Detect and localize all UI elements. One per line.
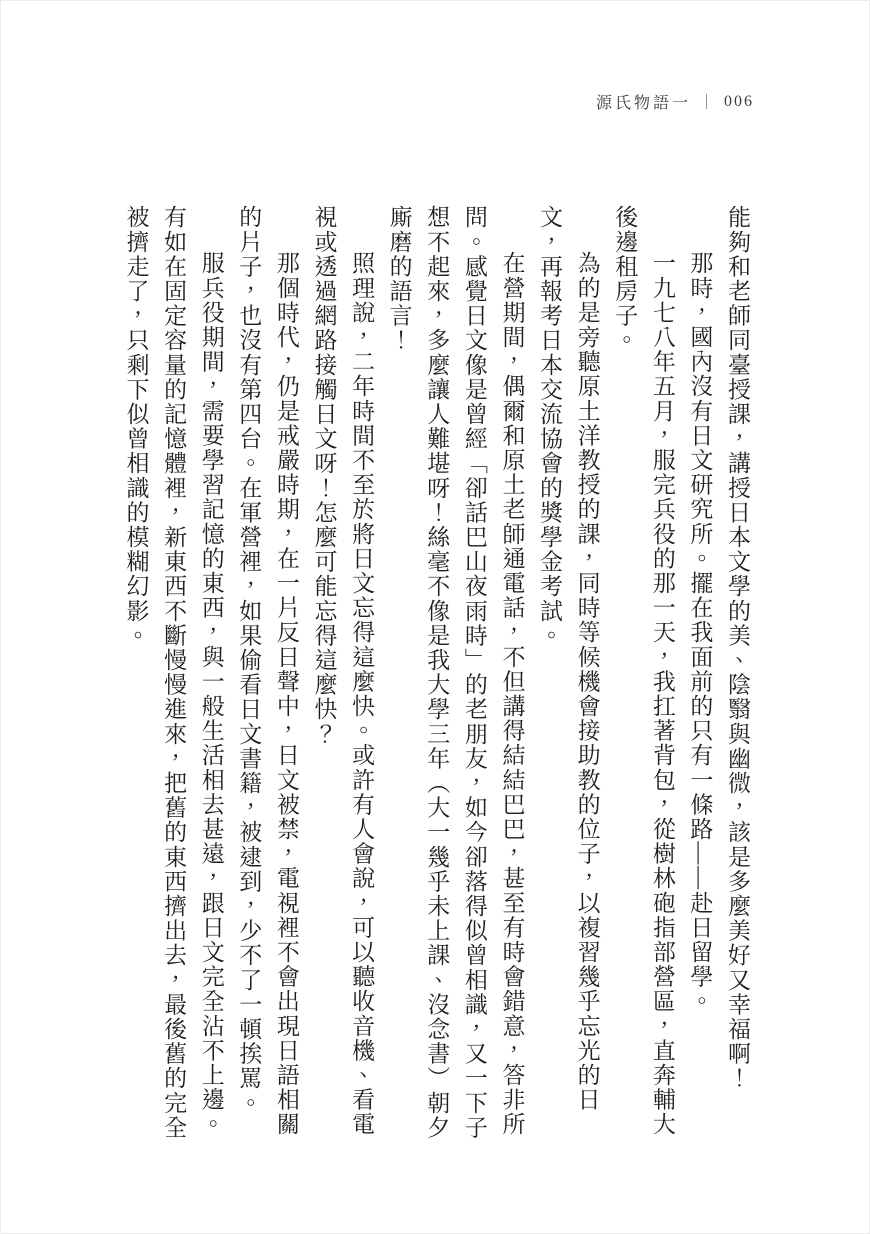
paragraph: 一九七八年五月，服完兵役的那一天，我扛著背包，從樹林砲指部營區，直奔輔大後邊租房子。 [612, 205, 675, 1137]
paragraph: 為的是旁聽原土洋教授的課，同時等候機會接助教的位子，以複習幾乎忘光的日文，再報考日本交流協會的獎學金考試。 [537, 205, 600, 1112]
paragraph: 照理說，二年時間不至於將日文忘得這麼快。或許有人會說，可以聽收音機、看電視或透過網路接觸日文呀！怎麼可能忘得這麼快？ [311, 205, 375, 1137]
paragraph: 那個時代，仍是戒嚴時期，在一片反日聲中，日文被禁，電視裡不會出現日語相關的片子，也沒有第四台。在軍營裡，如果偷看日文書籍，被逮到，少不了一頓挨罵。 [236, 205, 299, 1137]
vertical-text-block [117, 205, 756, 1143]
running-head [596, 90, 754, 113]
paragraph: 那時，國內沒有日文研究所。擺在我面前的只有一條路——赴日留學。 [687, 251, 713, 1014]
book-title: 源氏物語一 [595, 95, 691, 112]
paragraph: 在營期間，偶爾和原土老師通電話，不但講得結結巴巴，甚至有時會錯意，答非所問。感覺日文像是曾經「卻話巴山夜雨時」的老朋友，如今卻落得似曾相識，又一下子想不起來，多麼讓人難堪呀！絲毫不像是我大學三年（大一幾乎未上課、沒念書）朝夕廝磨的語言！ [386, 205, 525, 1140]
paragraph: 服兵役期間，需要學習記憶的東西，與一般生活相去甚遠，跟日文完全沾不上邊。有如在固定容量的記憶體裡，新東西不斷慢慢進來，把舊的東西擠出去，最後舊的完全被擠走了，只剩下似曾相識的模糊幻影。 [123, 205, 224, 1140]
header-separator: ｜ [698, 95, 714, 111]
paragraph: 能夠和老師同臺授課，講授日本文學的美、陰翳與幽微，該是多麼美好又幸福啊！ [725, 205, 750, 1091]
page-number: 006 [724, 92, 754, 110]
